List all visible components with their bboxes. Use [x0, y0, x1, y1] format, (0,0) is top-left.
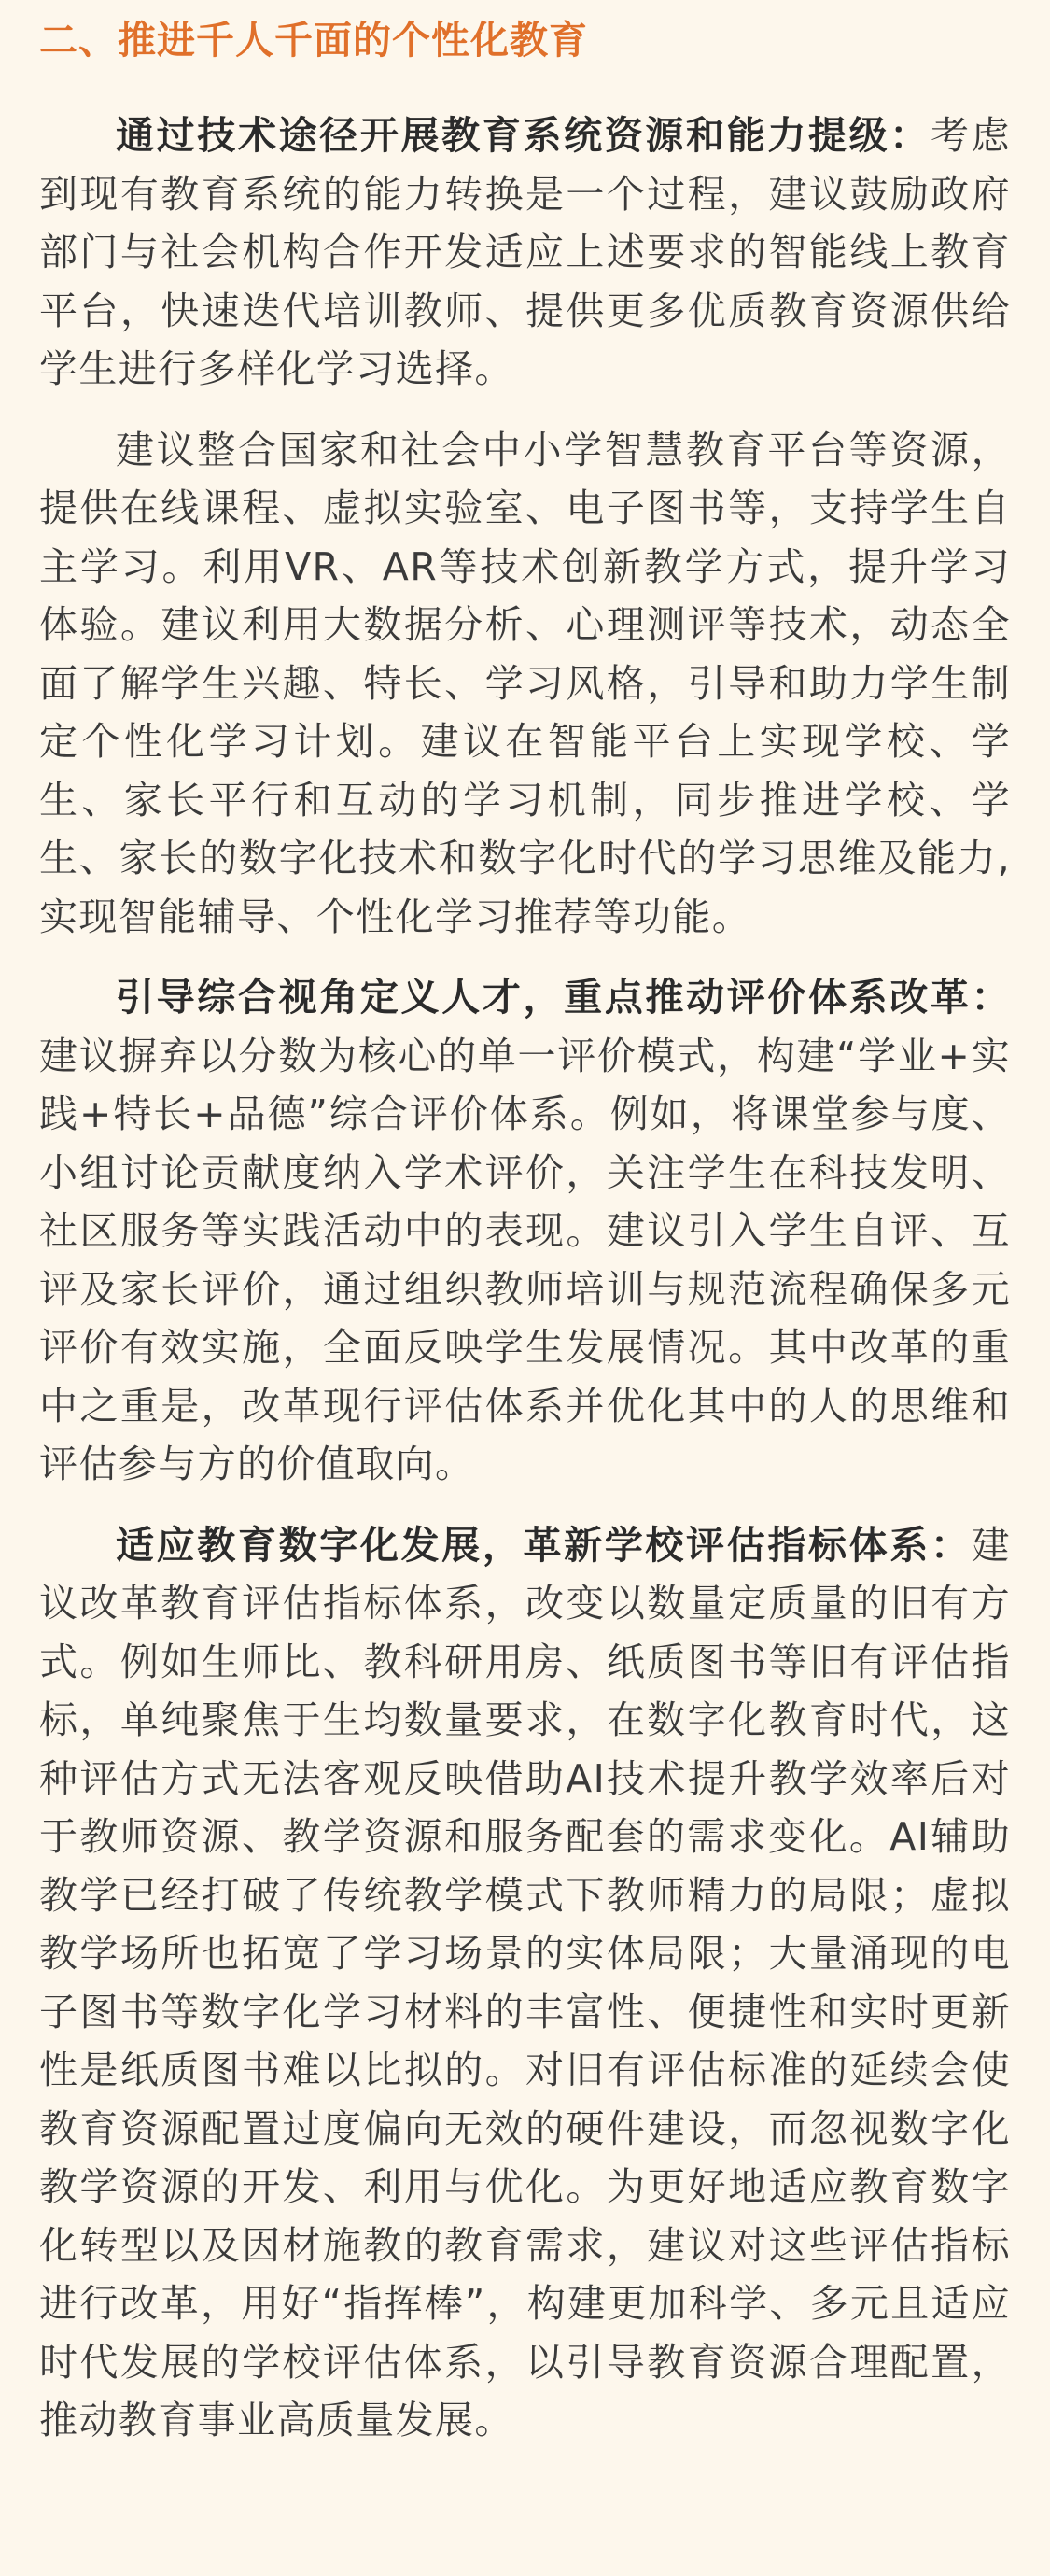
paragraph-evaluation-reform: [39, 968, 1011, 1494]
paragraph-body: 考虑到现有教育系统的能力转换是一个过程，建议鼓励政府部门与社会机构合作开发适应上述要求的智能线上教育平台，快速迭代培训教师、提供更多优质教育资源供给学生进行多样化学习选择。: [39, 113, 1012, 391]
paragraph-lead: 引导综合视角定义人才，重点推动评价体系改革：: [116, 975, 1011, 1020]
paragraph-lead: 通过技术途径开展教育系统资源和能力提级：: [116, 113, 931, 158]
paragraph-platform-integration: [39, 421, 1011, 947]
paragraph-lead: 适应教育数字化发展，革新学校评估指标体系：: [116, 1522, 972, 1568]
paragraph-body: 建议整合国家和社会中小学智慧教育平台等资源，提供在线课程、虚拟实验室、电子图书等，支持学生自主学习。利用VR、AR等技术创新教学方式，提升学习体验。建议利用大数据分析、心理测评等技术，动态全面了解学生兴趣、特长、学习风格，引导和助力学生制定个性化学习计划。建议在智能平台上实现学校、学生、家长平行和互动的学习机制，同步推进学校、学生、家长的数字化技术和数字化时代的学习思维及能力,实现智能辅导、个性化学习推荐等功能。: [39, 427, 1011, 939]
paragraph-body: 建议改革教育评估指标体系，改变以数量定质量的旧有方式。例如生师比、教科研用房、纸质图书等旧有评估指标，单纯聚焦于生均数量要求，在数字化教育时代，这种评估方式无法客观反映借助AI技术提升教学效率后对于教师资源、教学资源和服务配套的需求变化。AI辅助教学已经打破了传统教学模式下教师精力的局限；虚拟教学场所也拓宽了学习场景的实体局限；大量涌现的电子图书等数字化学习材料的丰富性、便捷性和实时更新性是纸质图书难以比拟的。对旧有评估标准的延续会使教育资源配置过度偏向无效的硬件建设，而忽视数字化教学资源的开发、利用与优化。为更好地适应教育数字化转型以及因材施教的教育需求，建议对这些评估指标进行改革，用好“指挥棒”，构建更加科学、多元且适应时代发展的学校评估体系，以引导教育资源合理配置，推动教育事业高质量发展。: [39, 1522, 1011, 2442]
paragraph-body: 建议摒弃以分数为核心的单一评价模式，构建“学业+实践+特长+品德”综合评价体系。例如，将课堂参与度、小组讨论贡献度纳入学术评价，关注学生在科技发明、社区服务等实践活动中的表现。建议引入学生自评、互评及家长评价，通过组织教师培训与规范流程确保多元评价有效实施，全面反映学生发展情况。其中改革的重中之重是，改革现行评估体系并优化其中的人的思维和评估参与方的价值取向。: [39, 1033, 1011, 1486]
section-heading: 二、推进千人千面的个性化教育: [39, 18, 588, 63]
paragraph-tech-upgrade: [39, 106, 1011, 399]
paragraph-assessment-indicators: [39, 1516, 1011, 2450]
